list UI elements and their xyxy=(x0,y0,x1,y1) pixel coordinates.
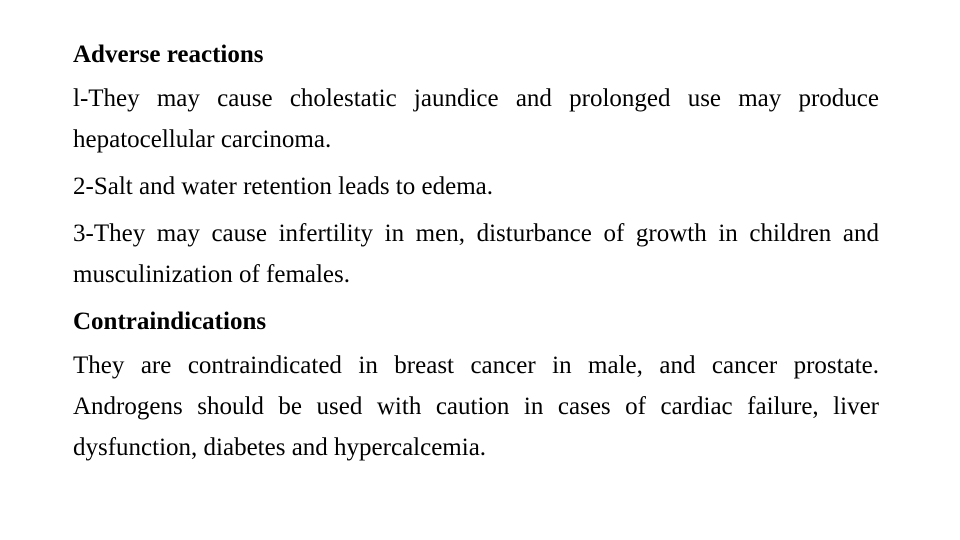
slide-content xyxy=(73,34,879,474)
adverse-reactions-heading: Adverse reactions xyxy=(73,41,264,68)
adverse-reaction-item-3: 3-They may cause infertility in men, disturbance of growth in children and musculinization of females. xyxy=(73,220,879,288)
adverse-reaction-item-2: 2-Salt and water retention leads to edema. xyxy=(73,173,493,200)
contraindications-text: They are contraindicated in breast cancer in male, and cancer prostate. Androgens should be used with caution in cases of cardiac failure, liver dysfunction, diabetes and hypercalcemia. xyxy=(73,352,879,461)
contraindications-heading: Contraindications xyxy=(73,308,267,335)
adverse-reaction-item-1: l-They may cause cholestatic jaundice and prolonged use may produce hepatocellular carcinoma. xyxy=(73,85,879,153)
